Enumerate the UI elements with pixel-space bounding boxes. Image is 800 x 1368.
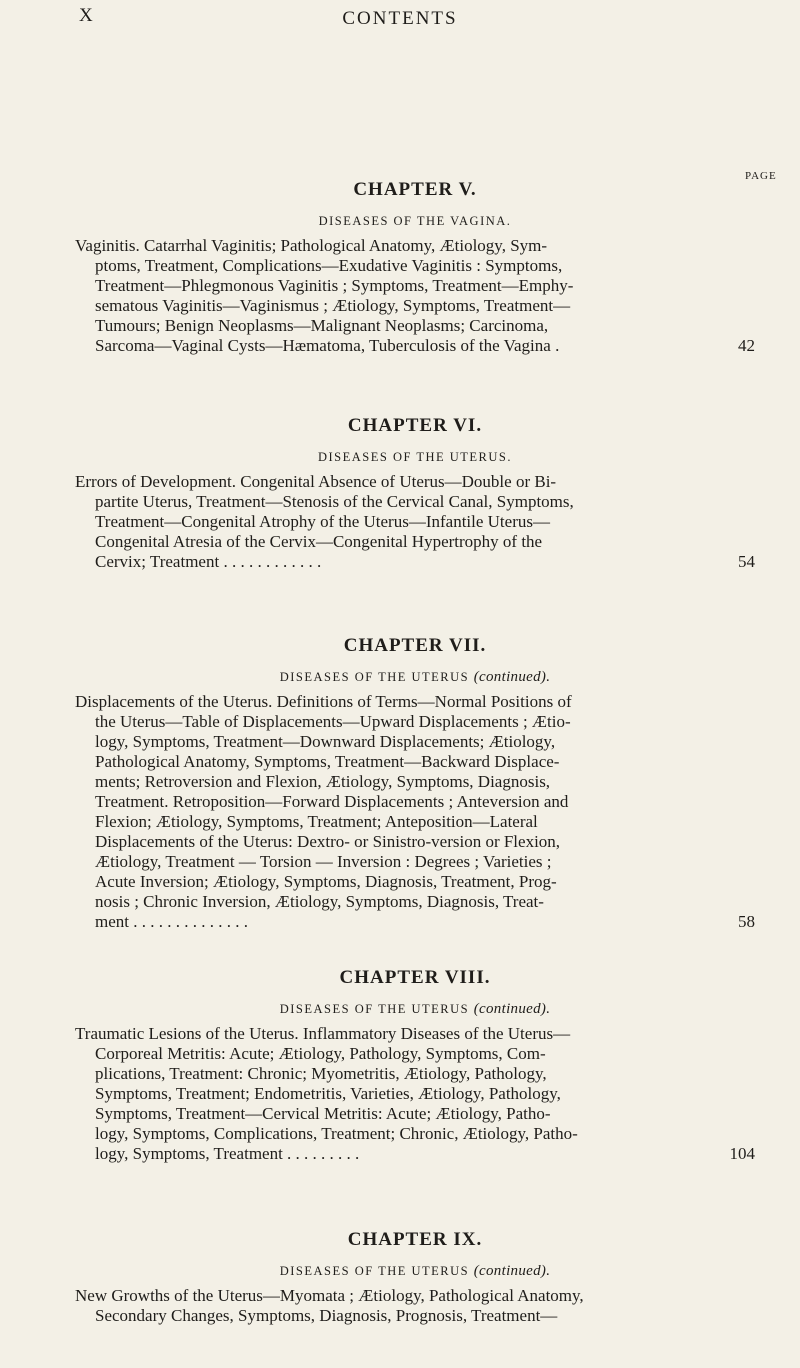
entry-line: Congenital Atresia of the Cervix—Congenital Hypertrophy of the [95,532,543,551]
subtitle-continued: (continued). [473,669,551,685]
chapter-entry [75,472,755,572]
subtitle-text: DISEASES OF THE UTERUS [279,1264,470,1278]
chapter-title: CHAPTER V. [353,179,477,200]
running-title: CONTENTS [342,8,458,29]
entry-line: Treatment—Phlegmonous Vaginitis ; Symptoms, Treatment—Emphy- [95,276,574,295]
chapter-entry [75,692,755,932]
entry-line: New Growths of the Uterus—Myomata ; Ætiology, Pathological Anatomy, [75,1286,584,1305]
chapter-subtitle [75,1262,755,1280]
entry-line: Flexion; Ætiology, Symptoms, Treatment; Anteposition—Lateral [95,812,538,831]
entry-page-number: 42 [738,336,755,355]
entry-line: Pathological Anatomy, Symptoms, Treatment—Backward Displace- [95,752,560,771]
entry-line: Ætiology, Treatment — Torsion — Inversion : Degrees ; Varieties ; [95,852,552,871]
chapter-title: CHAPTER VII. [343,635,487,656]
chapter-viii [75,966,755,1164]
chapter-v [75,178,755,356]
subtitle-text: DISEASES OF THE UTERUS [279,670,470,684]
entry-line: Tumours; Benign Neoplasms—Malignant Neoplasms; Carcinoma, [95,316,549,335]
entry-line: nosis ; Chronic Inversion, Ætiology, Symptoms, Diagnosis, Treat- [95,892,544,911]
entry-line: Symptoms, Treatment—Cervical Metritis: Acute; Ætiology, Patho- [95,1104,551,1123]
subtitle-text: DISEASES OF THE UTERUS [279,1002,470,1016]
subtitle-text: DISEASES OF THE VAGINA. [318,214,512,228]
page-number: X [79,5,94,26]
entry-line: ment . . . . . . . . . . . . . . [95,912,248,931]
chapter-entry [75,1286,755,1326]
entry-line: Corporeal Metritis: Acute; Ætiology, Pathology, Symptoms, Com- [95,1044,546,1063]
chapter-subtitle [75,448,755,466]
entry-line: Displacements of the Uterus. Definitions of Terms—Normal Positions of [75,692,572,711]
entry-line: Treatment—Congenital Atrophy of the Uterus—Infantile Uterus— [95,512,550,531]
entry-line: partite Uterus, Treatment—Stenosis of the Cervical Canal, Symptoms, [95,492,574,511]
subtitle-continued: (continued). [473,1263,551,1279]
entry-line: Cervix; Treatment . . . . . . . . . . . . [95,552,322,571]
entry-line: ptoms, Treatment, Complications—Exudative Vaginitis : Symptoms, [95,256,563,275]
entry-line: the Uterus—Table of Displacements—Upward Displacements ; Ætio- [95,712,571,731]
chapter-ix [75,1228,755,1326]
entry-line: ments; Retroversion and Flexion, Ætiology, Symptoms, Diagnosis, [95,772,551,791]
chapter-subtitle [75,668,755,686]
chapter-entry [75,1024,755,1164]
entry-line: Treatment. Retroposition—Forward Displacements ; Anteversion and [95,792,569,811]
subtitle-continued: (continued). [473,1001,551,1017]
entry-line: Errors of Development. Congenital Absence of Uterus—Double or Bi- [75,472,557,491]
entry-line: Acute Inversion; Ætiology, Symptoms, Diagnosis, Treatment, Prog- [95,872,557,891]
entry-line: Vaginitis. Catarrhal Vaginitis; Pathological Anatomy, Ætiology, Sym- [75,236,548,255]
subtitle-text: DISEASES OF THE UTERUS. [317,450,512,464]
entry-line: Sarcoma—Vaginal Cysts—Hæmatoma, Tuberculosis of the Vagina . [95,336,560,355]
chapter-vii [75,634,755,932]
entry-line: logy, Symptoms, Complications, Treatment; Chronic, Ætiology, Patho- [95,1124,578,1143]
entry-line: logy, Symptoms, Treatment—Downward Displacements; Ætiology, [95,732,556,751]
chapter-title: CHAPTER IX. [347,1229,483,1250]
chapter-subtitle [75,212,755,230]
chapter-title: CHAPTER VI. [347,415,483,436]
chapter-title: CHAPTER VIII. [339,967,491,988]
entry-line: plications, Treatment: Chronic; Myometritis, Ætiology, Pathology, [95,1064,547,1083]
chapter-vi [75,414,755,572]
entry-page-number: 54 [738,552,755,571]
chapter-subtitle [75,1000,755,1018]
running-head [0,5,800,35]
entry-line: Traumatic Lesions of the Uterus. Inflammatory Diseases of the Uterus— [75,1024,571,1043]
page-column-label: PAGE [745,170,777,182]
entry-page-number: 58 [738,912,755,931]
entry-line: sematous Vaginitis—Vaginismus ; Ætiology, Symptoms, Treatment— [95,296,571,315]
entry-line: Secondary Changes, Symptoms, Diagnosis, Prognosis, Treatment— [95,1306,558,1325]
entry-line: Symptoms, Treatment; Endometritis, Varieties, Ætiology, Pathology, [95,1084,561,1103]
entry-line: Displacements of the Uterus: Dextro- or Sinistro-version or Flexion, [95,832,561,851]
entry-page-number: 104 [729,1144,755,1163]
chapter-entry [75,236,755,356]
entry-line: logy, Symptoms, Treatment . . . . . . . . . [95,1144,360,1163]
